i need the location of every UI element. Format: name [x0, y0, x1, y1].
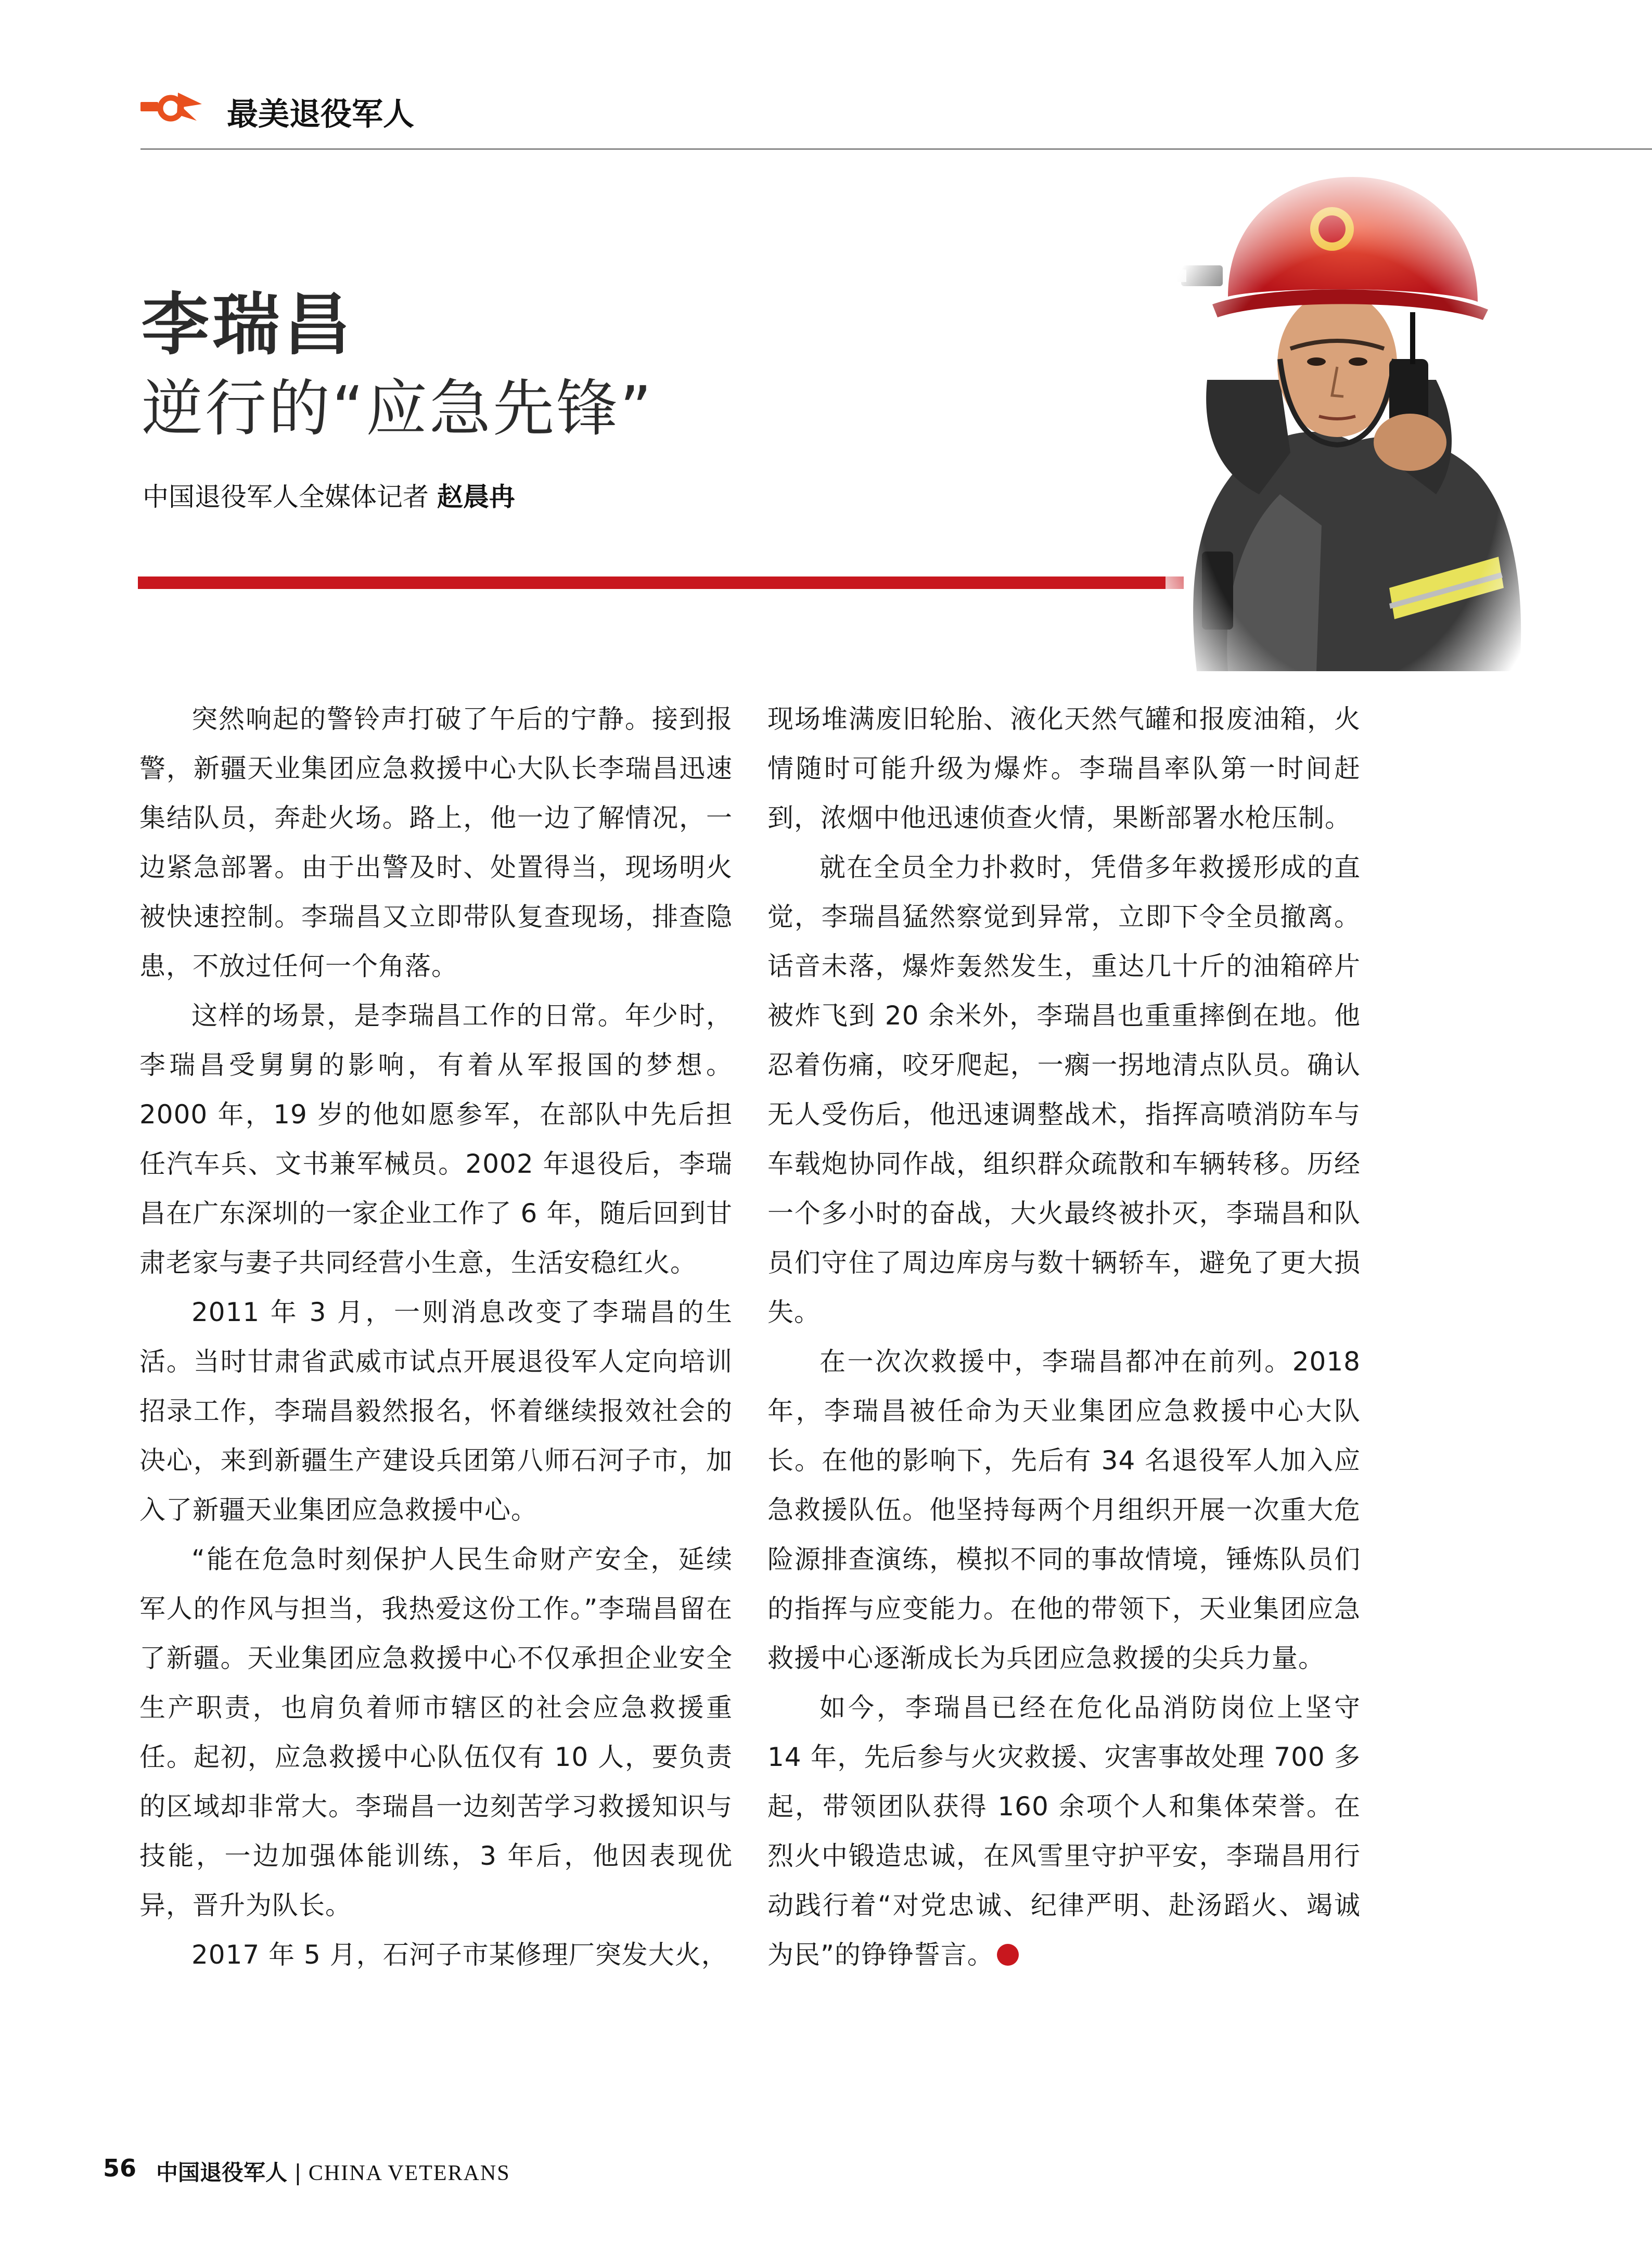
footer-separator: | [287, 2160, 309, 2185]
article-title-name: 李瑞昌 [142, 285, 354, 364]
paragraph-final [767, 1683, 1361, 1980]
title-red-rule [138, 576, 1184, 589]
paragraph: 2011 年 3 月，一则消息改变了李瑞昌的生活。当时甘肃省武威市试点开展退役军人定向培训招录工作，李瑞昌毅然报名，怀着继续报效社会的决心，来到新疆生产建设兵团第八师石河子市，加入了新疆天业集团应急救援中心。 [139, 1297, 733, 1525]
paragraph: 突然响起的警铃声打破了午后的宁静。接到报警，新疆天业集团应急救援中心大队长李瑞昌迅速集结队员，奔赴火场。路上，他一边了解情况，一边紧急部署。由于出警及时、处置得当，现场明火被快速控制。李瑞昌又立即带队复查现场，排查隐患，不放过任何一个角落。 [139, 704, 733, 981]
paragraph: 就在全员全力扑救时，凭借多年救援形成的直觉，李瑞昌猛然察觉到异常，立即下令全员撤离。话音未落，爆炸轰然发生，重达几十斤的油箱碎片被炸飞到 20 余米外，李瑞昌也重重摔倒在地。他忍着伤痛，咬牙爬起，一瘸一拐地清点队员。确认无人受伤后，他迅速调整战术，指挥高喷消防车与车载炮协同作战，组织群众疏散和车辆转移。历经一个多小时的奋战，大火最终被扑灭，李瑞昌和队员们守住了周边库房与数十辆轿车，避免了更大损失。 [767, 852, 1361, 1327]
byline-author: 赵晨冉 [437, 482, 515, 512]
firefighter-portrait-illustration [1166, 161, 1530, 671]
paragraph: 这样的场景，是李瑞昌工作的日常。年少时，李瑞昌受舅舅的影响，有着从军报国的梦想。2000 年，19 岁的他如愿参军，在部队中先后担任汽车兵、文书兼军械员。2002 年退役后，李瑞昌在广东深圳的一家企业工作了 6 年，随后回到甘肃老家与妻子共同经营小生意，生活安稳红火。 [139, 1001, 733, 1278]
article-subtitle: 逆行的“应急先锋” [142, 373, 654, 444]
footer-magazine-name [156, 2156, 510, 2187]
header-divider [140, 148, 1652, 150]
magazine-name-en: CHINA VETERANS [308, 2161, 510, 2185]
section-logo-icon [140, 88, 203, 125]
section-label: 最美退役军人 [227, 96, 414, 133]
page-number: 56 [103, 2154, 137, 2182]
body-column-left [139, 695, 733, 1980]
paragraph: 2017 年 5 月，石河子市某修理厂突发大火， [191, 1940, 728, 1970]
paragraph: 在一次次救援中，李瑞昌都冲在前列。2018 年，李瑞昌被任命为天业集团应急救援中心大队长。在他的影响下，先后有 34 名退役军人加入应急救援队伍。他坚持每两个月组织开展一次重大危险源排查演练，模拟不同的事故情境，锤炼队员们的指挥与应变能力。在他的带领下，天业集团应急救援中心逐渐成长为兵团应急救援的尖兵力量。 [767, 1347, 1361, 1673]
byline-prefix: 中国退役军人全媒体记者 [143, 482, 437, 512]
end-mark-icon [997, 1944, 1019, 1966]
body-column-right [767, 695, 1361, 1980]
paragraph: 现场堆满废旧轮胎、液化天然气罐和报废油箱，火情随时可能升级为爆炸。李瑞昌率队第一时间赶到，浓烟中他迅速侦查火情，果断部署水枪压制。 [767, 704, 1361, 833]
paragraph-final-text: 如今，李瑞昌已经在危化品消防岗位上坚守 14 年，先后参与火灾救援、灾害事故处理 700 多起，带领团队获得 160 余项个人和集体荣誉。在烈火中锻造忠诚，在风雪里守护平安，李瑞昌用行动践行着“对党忠诚、纪律严明、赴汤蹈火、竭诚为民”的铮铮誓言。 [767, 1693, 1361, 1970]
paragraph: “能在危急时刻保护人民生命财产安全，延续军人的作风与担当，我热爱这份工作。”李瑞昌留在了新疆。天业集团应急救援中心不仅承担企业安全生产职责，也肩负着师市辖区的社会应急救援重任。起初，应急救援中心队伍仅有 10 人，要负责的区域却非常大。李瑞昌一边刻苦学习救援知识与技能，一边加强体能训练，3 年后，他因表现优异，晋升为队长。 [139, 1544, 733, 1920]
byline [143, 476, 515, 514]
magazine-name-cn: 中国退役军人 [156, 2160, 288, 2185]
